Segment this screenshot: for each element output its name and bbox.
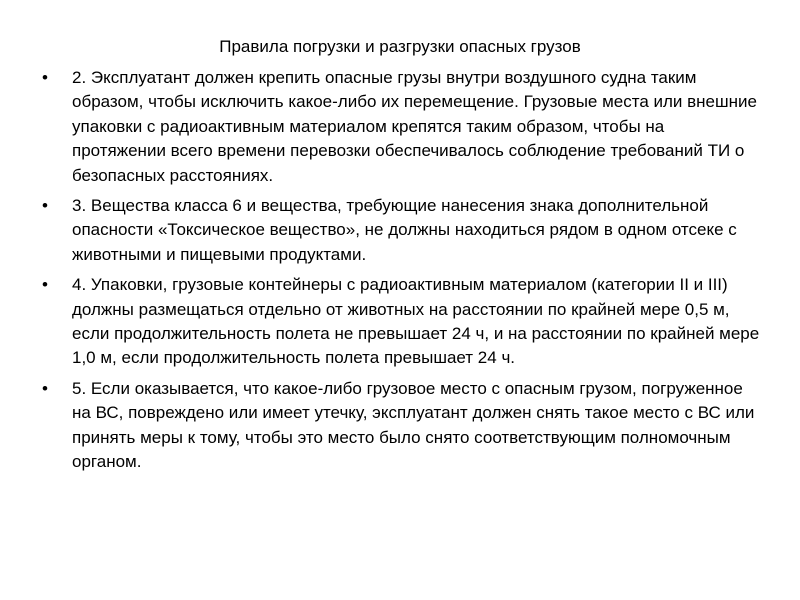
- bullet-icon: •: [42, 68, 48, 87]
- bullet-icon: •: [42, 196, 48, 216]
- bullet-item: [42, 273, 762, 371]
- bullet-text: 5. Если оказывается, что какое-либо грузовое место с опасным грузом, погруженное на ВС, повреждено или имеет утечку, эксплуатант должен снять такое место с ВС или принять меры к тому, чтобы это место было снято соответствующим полномочным органом.: [72, 378, 755, 472]
- bullet-item: [42, 194, 762, 267]
- slide-title: Правила погрузки и разгрузки опасных грузов: [219, 37, 581, 56]
- bullet-item: [42, 66, 762, 188]
- bullet-icon: •: [42, 275, 48, 295]
- bullet-item: [42, 377, 762, 475]
- bullet-text: 2. Эксплуатант должен крепить опасные грузы внутри воздушного судна таким образом, чтобы исключить какое-либо их перемещение. Грузовые места или внешние упаковки с радиоактивным материалом крепятся таким образом, чтобы на протяжении всего времени перевозки обеспечивалось соблюдение требований ТИ о безопасных расстояниях.: [72, 68, 757, 185]
- bullet-text: 3. Вещества класса 6 и вещества, требующие нанесения знака дополнительной опасности «Токсическое вещество», не должны находиться рядом в одном отсеке с животными и пищевыми продуктами.: [72, 196, 737, 264]
- bullet-icon: •: [42, 378, 48, 398]
- bullet-list: [42, 66, 762, 481]
- bullet-text: 4. Упаковки, грузовые контейнеры с радиоактивным материалом (категории II и III) должны размещаться отдельно от животных на расстоянии по крайней мере 0,5 м, если продолжительность полета не превышает 24 ч, и на расстоянии по крайней мере 1,0 м, если продолжительность полета превышает 24 ч.: [72, 275, 760, 368]
